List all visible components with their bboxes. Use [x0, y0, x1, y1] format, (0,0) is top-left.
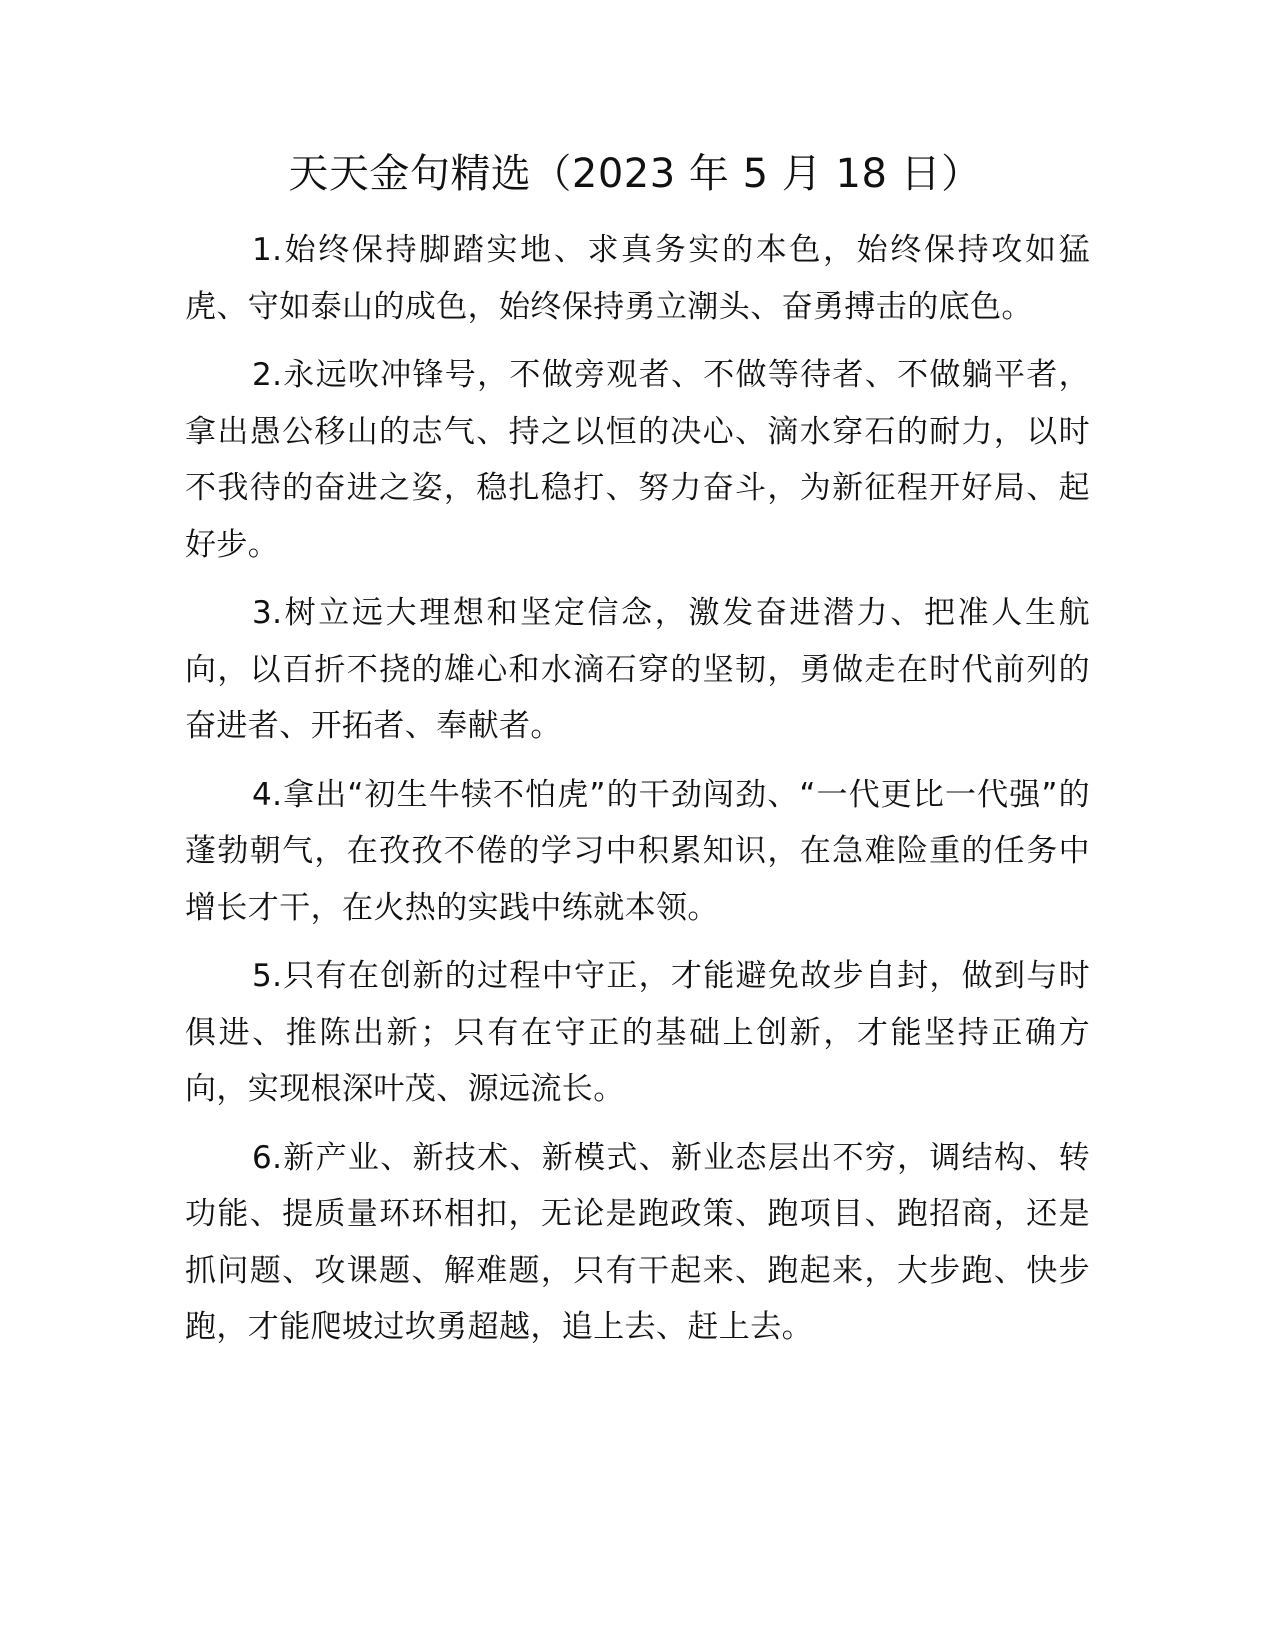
paragraph-3: 3.树立远大理想和坚定信念，激发奋进潜力、把准人生航向，以百折不挠的雄心和水滴石穿的坚韧，勇做走在时代前列的奋进者、开拓者、奉献者。: [185, 595, 1090, 744]
paragraph-1: 1.始终保持脚踏实地、求真务实的本色，始终保持攻如猛虎、守如泰山的成色，始终保持勇立潮头、奋勇搏击的底色。: [185, 232, 1090, 325]
paragraph-6: 6.新产业、新技术、新模式、新业态层出不穷，调结构、转功能、提质量环环相扣，无论是跑政策、跑项目、跑招商，还是抓问题、攻课题、解难题，只有干起来、跑起来，大步跑、快步跑，才能爬坡过坎勇超越，追上去、赶上去。: [185, 1139, 1090, 1345]
paragraph-4: 4.拿出“初生牛犊不怕虎”的干劲闯劲、“一代更比一代强”的蓬勃朝气，在孜孜不倦的学习中积累知识，在急难险重的任务中增长才干，在火热的实践中练就本领。: [185, 776, 1090, 926]
paragraph-2: 2.永远吹冲锋号，不做旁观者、不做等待者、不做躺平者，拿出愚公移山的志气、持之以恒的决心、滴水穿石的耐力，以时不我待的奋进之姿，稳扎稳打、努力奋斗，为新征程开好局、起好步。: [185, 357, 1090, 563]
document-body: [185, 222, 1090, 1368]
paragraph-5: 5.只有在创新的过程中守正，才能避免故步自封，做到与时俱进、推陈出新；只有在守正的基础上创新，才能坚持正确方向，实现根深叶茂、源远流长。: [185, 958, 1090, 1107]
document-title: 天天金句精选（2023 年 5 月 18 日）: [288, 151, 982, 197]
